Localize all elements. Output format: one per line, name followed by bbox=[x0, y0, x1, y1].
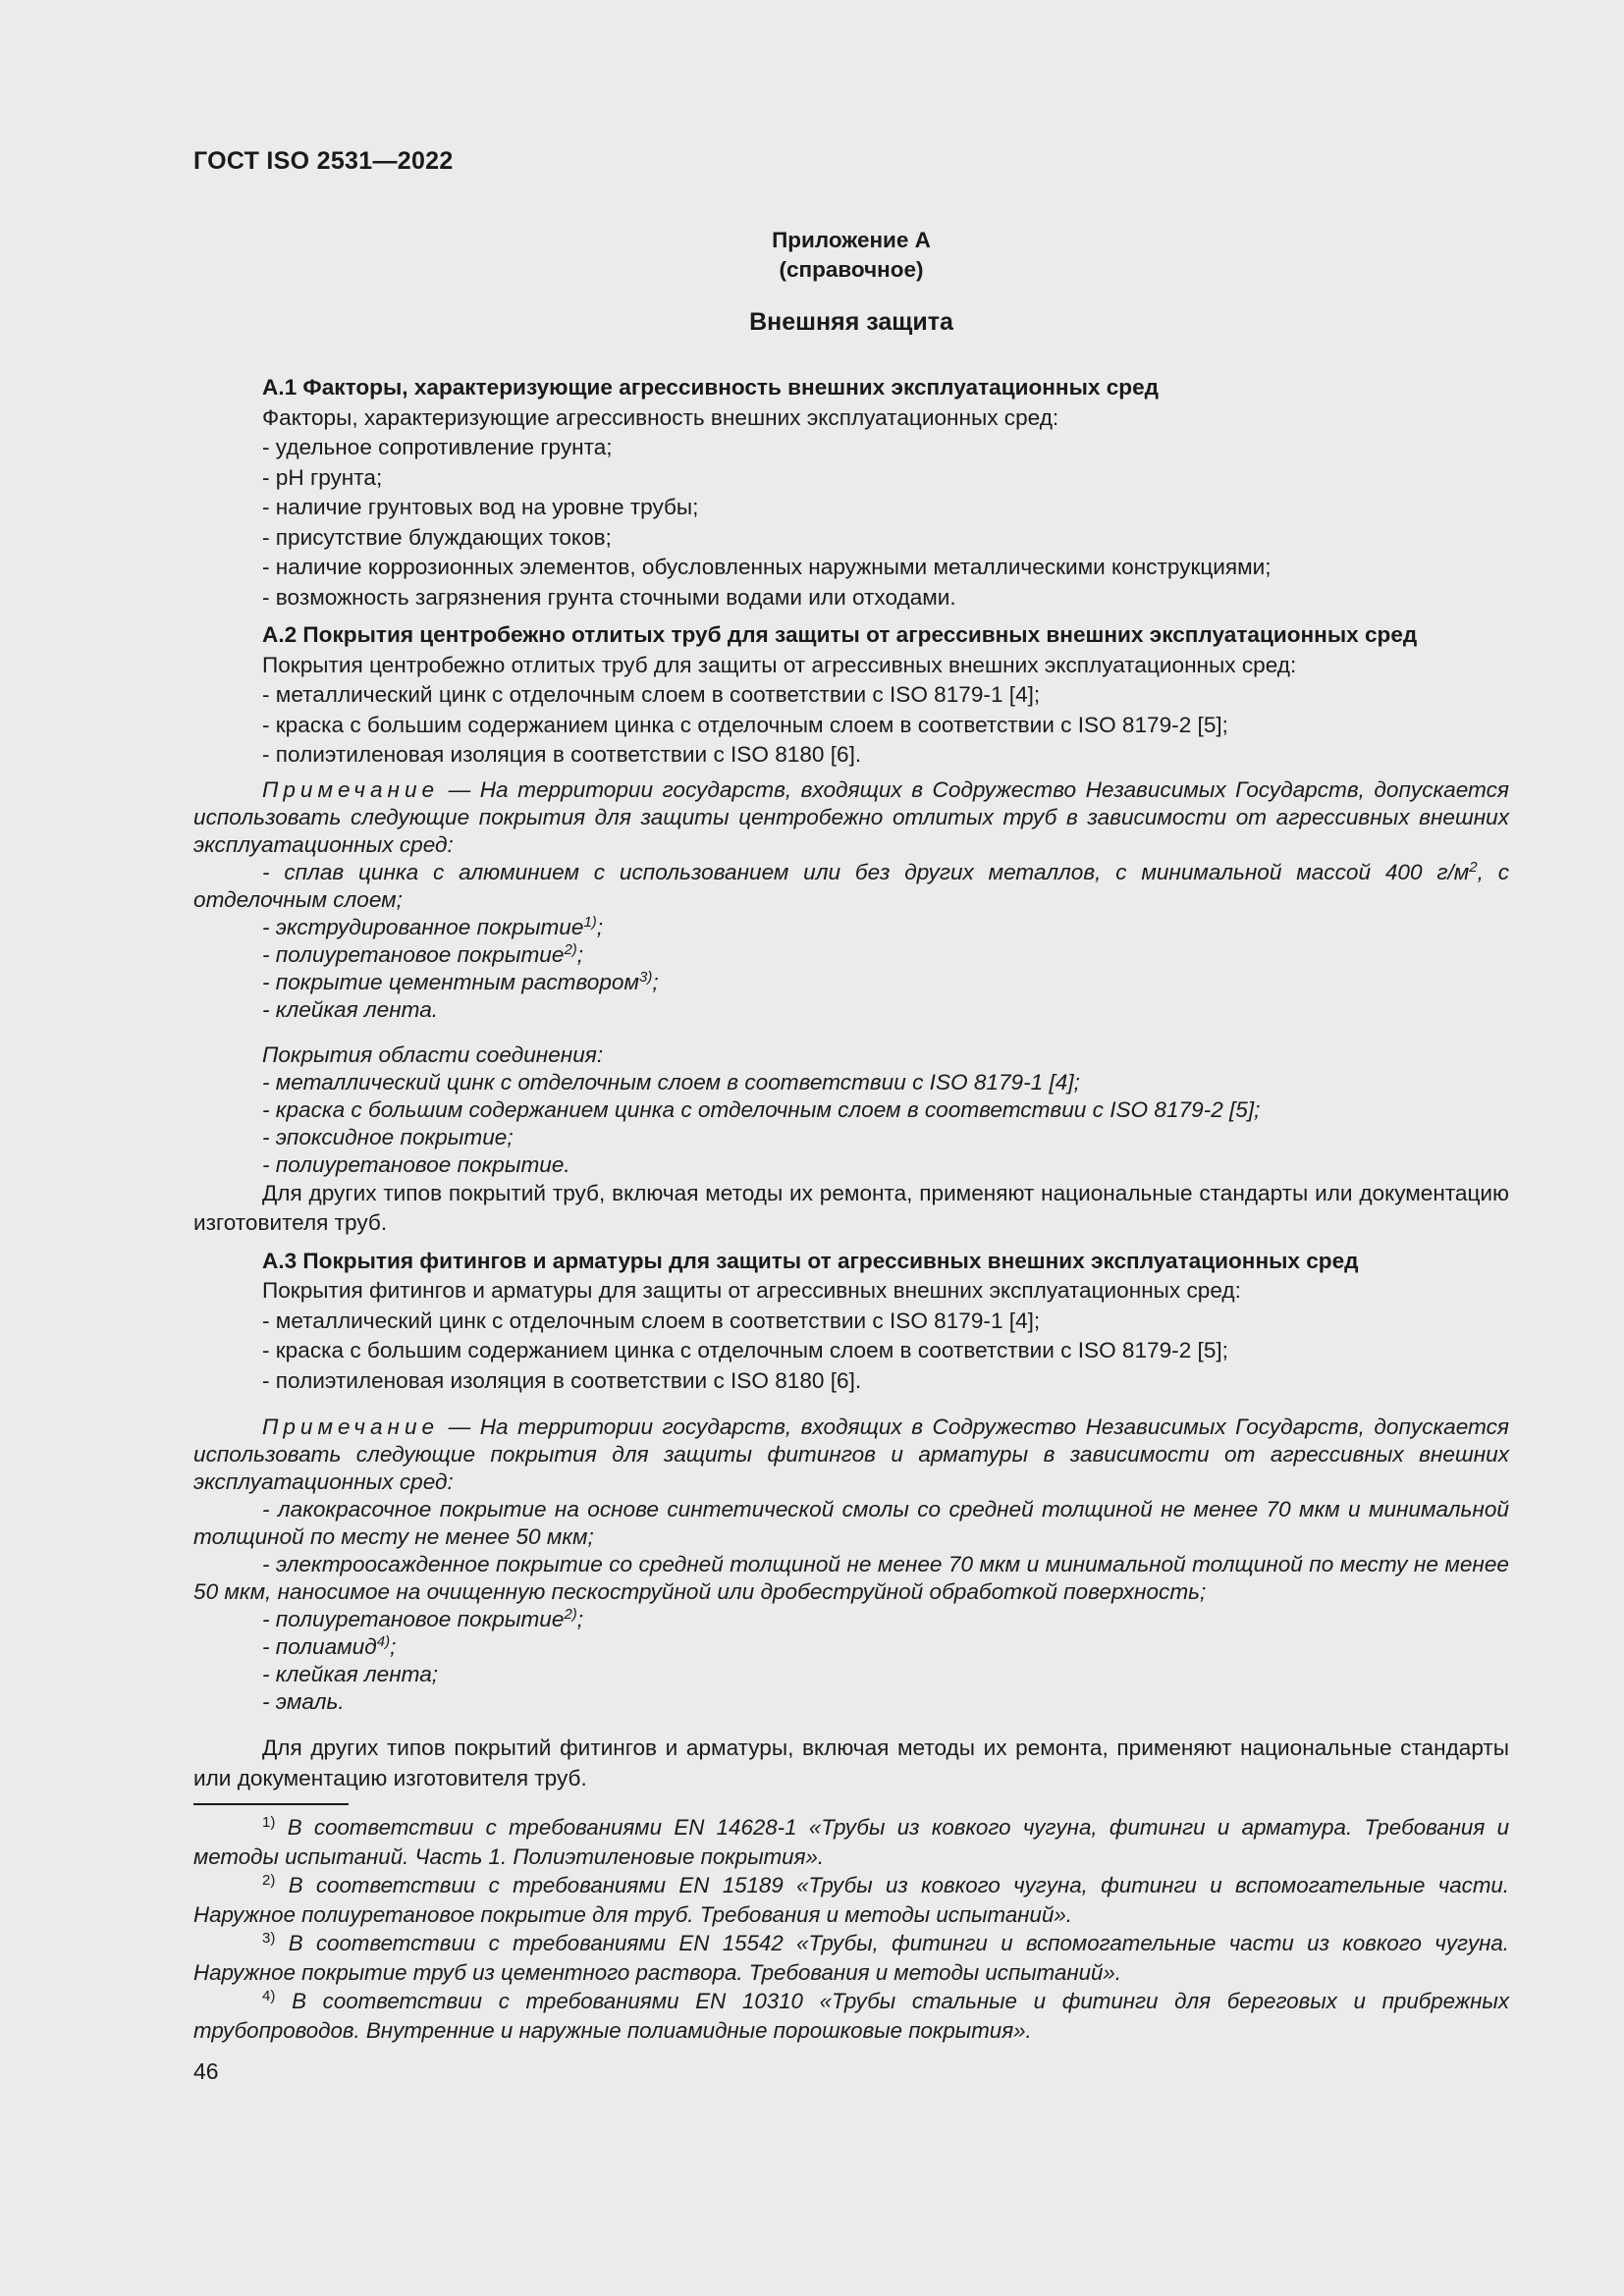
joint-coatings-title: Покрытия области соединения: bbox=[262, 1041, 604, 1067]
footnote-ref: 3) bbox=[638, 968, 653, 986]
footnote-ref: 1) bbox=[583, 913, 597, 931]
document-code-header: ГОСТ ISO 2531—2022 bbox=[193, 147, 454, 175]
section-a2-intro: Покрытия центробежно отлитых труб для защиты от агрессивных внешних эксплуатационных сред: bbox=[262, 652, 1297, 677]
footnote-mark: 1) bbox=[262, 1814, 276, 1831]
note-list-item: - лакокрасочное покрытие на основе синтетической смолы со средней толщиной не менее 70 мкм и минимальной толщиной по месту не менее 50 мкм; bbox=[193, 1497, 1509, 1549]
section-a3-intro: Покрытия фитингов и арматуры для защиты от агрессивных внешних эксплуатационных сред: bbox=[262, 1278, 1241, 1303]
document-page bbox=[193, 0, 1509, 2296]
note-list-item: - эмаль. bbox=[262, 1689, 345, 1714]
footnote-text: В соответствии с требованиями EN 14628-1 «Трубы из ковкого чугуна, фитинги и арматура. Требования и методы испытаний. Часть 1. Полиэтиленовые покрытия». bbox=[193, 1815, 1509, 1869]
footnote-ref: 4) bbox=[376, 1633, 391, 1650]
note-item-text: - полиуретановое покрытие bbox=[262, 941, 565, 967]
note-label: Примечание bbox=[262, 776, 440, 802]
note-list-item: - клейкая лента. bbox=[262, 996, 439, 1022]
section-a2-note bbox=[193, 776, 1509, 859]
note-item-text: - полиамид bbox=[262, 1634, 377, 1659]
joint-list-item: - полиуретановое покрытие. bbox=[262, 1151, 570, 1177]
note-list-item bbox=[193, 859, 1509, 914]
note-list-item bbox=[193, 941, 1509, 969]
list-item: - полиэтиленовая изоляция в соответствии с ISO 8180 [6]. bbox=[262, 1367, 862, 1393]
note-item-end: ; bbox=[596, 914, 604, 939]
note-item-text: - сплав цинка с алюминием с использованием или без других металлов, с минимальной массой 400 г/м bbox=[262, 859, 1470, 884]
annex-label: Приложение А bbox=[772, 228, 931, 252]
footnote bbox=[193, 1987, 1509, 2045]
footnote-ref: 2) bbox=[564, 1606, 577, 1623]
note-item-end: ; bbox=[576, 941, 584, 967]
footnote-text: В соответствии с требованиями EN 15189 «Трубы из ковкого чугуна, фитинги и вспомогательные части. Наружное полиуретановое покрытие для труб. Требования и методы испытаний». bbox=[193, 1873, 1509, 1927]
footnote-separator bbox=[193, 1803, 349, 1805]
annex-title: Внешняя защита bbox=[749, 308, 953, 336]
annex-type: (справочное) bbox=[779, 257, 924, 282]
note-list-item bbox=[193, 1633, 1509, 1661]
footnote-mark: 3) bbox=[262, 1930, 276, 1947]
superscript: 2 bbox=[1469, 858, 1478, 876]
page-number: 46 bbox=[193, 2058, 219, 2084]
footnote bbox=[193, 1929, 1509, 1987]
list-item: - присутствие блуждающих токов; bbox=[262, 524, 612, 550]
joint-list-item: - эпоксидное покрытие; bbox=[262, 1124, 514, 1149]
section-a1-intro: Факторы, характеризующие агрессивность внешних эксплуатационных сред: bbox=[262, 404, 1059, 430]
joint-list-item: - металлический цинк с отделочным слоем в соответствии с ISO 8179-1 [4]; bbox=[262, 1069, 1080, 1095]
section-a2-closing: Для других типов покрытий труб, включая методы их ремонта, применяют национальные стандарты или документацию изготовителя труб. bbox=[193, 1180, 1509, 1235]
note-text: — На территории государств, входящих в Содружество Независимых Государств, допускается использовать следующие покрытия для защиты центробежно отлитых труб в зависимости от агрессивных внешних эксплуатационных сред: bbox=[193, 776, 1509, 857]
list-item: - наличие грунтовых вод на уровне трубы; bbox=[262, 495, 699, 519]
note-item-text: - экструдированное покрытие bbox=[262, 914, 584, 939]
list-item: - металлический цинк с отделочным слоем в соответствии с ISO 8179-1 [4]; bbox=[262, 682, 1041, 707]
note-item-text: - покрытие цементным раствором bbox=[262, 969, 639, 994]
note-item-end: , с отделочным слоем; bbox=[193, 859, 1509, 912]
annex-heading bbox=[193, 226, 1509, 285]
note-text: — На территории государств, входящих в Содружество Независимых Государств, допускается использовать следующие покрытия для защиты фитингов и арматуры в зависимости от агрессивных внешних эксплуатационных сред: bbox=[193, 1415, 1509, 1494]
section-a3-heading: А.3 Покрытия фитингов и арматуры для защиты от агрессивных внешних эксплуатационных сред bbox=[262, 1248, 1359, 1273]
footnote-text: В соответствии с требованиями EN 10310 «Трубы стальные и фитинги для береговых и прибрежных трубопроводов. Внутренние и наружные полиамидные порошковые покрытия». bbox=[193, 1989, 1509, 2043]
note-list-item bbox=[193, 1606, 1509, 1633]
list-item: - краска с большим содержанием цинка с отделочным слоем в соответствии с ISO 8179-2 [5]; bbox=[262, 1338, 1228, 1362]
section-a3-note bbox=[193, 1414, 1509, 1496]
footnote-ref: 2) bbox=[564, 940, 577, 958]
note-item-end: ; bbox=[576, 1607, 584, 1631]
list-item: - металлический цинк с отделочным слоем в соответствии с ISO 8179-1 [4]; bbox=[262, 1308, 1041, 1333]
list-item: - наличие коррозионных элементов, обусловленных наружными металлическими конструкциями; bbox=[262, 555, 1272, 579]
footnote-mark: 2) bbox=[262, 1872, 276, 1889]
note-list-item: - электроосажденное покрытие со средней толщиной не менее 70 мкм и минимальной толщиной по месту не менее 50 мкм, наносимое на очищенную пескоструйной или дробеструйной обработкой поверхность; bbox=[193, 1552, 1509, 1604]
footnote bbox=[193, 1871, 1509, 1929]
list-item: - удельное сопротивление грунта; bbox=[262, 435, 613, 459]
list-item: - полиэтиленовая изоляция в соответствии с ISO 8180 [6]. bbox=[262, 742, 862, 767]
note-list-item bbox=[193, 969, 1509, 996]
section-a1-heading: А.1 Факторы, характеризующие агрессивность внешних эксплуатационных сред bbox=[262, 375, 1159, 400]
note-list-item: - клейкая лента; bbox=[262, 1662, 439, 1686]
list-item: - возможность загрязнения грунта сточными водами или отходами. bbox=[262, 584, 956, 610]
note-item-text: - полиуретановое покрытие bbox=[262, 1607, 565, 1631]
list-item: - рН грунта; bbox=[262, 464, 383, 490]
footnote-text: В соответствии с требованиями EN 15542 «Трубы, фитинги и вспомогательные части из ковкого чугуна. Наружное покрытие труб из цементного раствора. Требования и методы испытаний». bbox=[193, 1931, 1509, 1985]
footnote-mark: 4) bbox=[262, 1988, 276, 2004]
footnote bbox=[193, 1813, 1509, 1871]
list-item: - краска с большим содержанием цинка с отделочным слоем в соответствии с ISO 8179-2 [5]; bbox=[262, 712, 1228, 737]
note-list-item bbox=[193, 914, 1509, 941]
section-a2-heading: А.2 Покрытия центробежно отлитых труб для защиты от агрессивных внешних эксплуатационных сред bbox=[262, 622, 1418, 647]
note-label: Примечание bbox=[262, 1415, 440, 1439]
note-item-end: ; bbox=[652, 969, 659, 994]
annex-body bbox=[193, 373, 1509, 2087]
note-item-end: ; bbox=[390, 1634, 397, 1659]
joint-list-item: - краска с большим содержанием цинка с отделочным слоем в соответствии с ISO 8179-2 [5]; bbox=[262, 1096, 1261, 1122]
section-a3-closing: Для других типов покрытий фитингов и арматуры, включая методы их ремонта, применяют национальные стандарты или документацию изготовителя труб. bbox=[193, 1735, 1509, 1790]
